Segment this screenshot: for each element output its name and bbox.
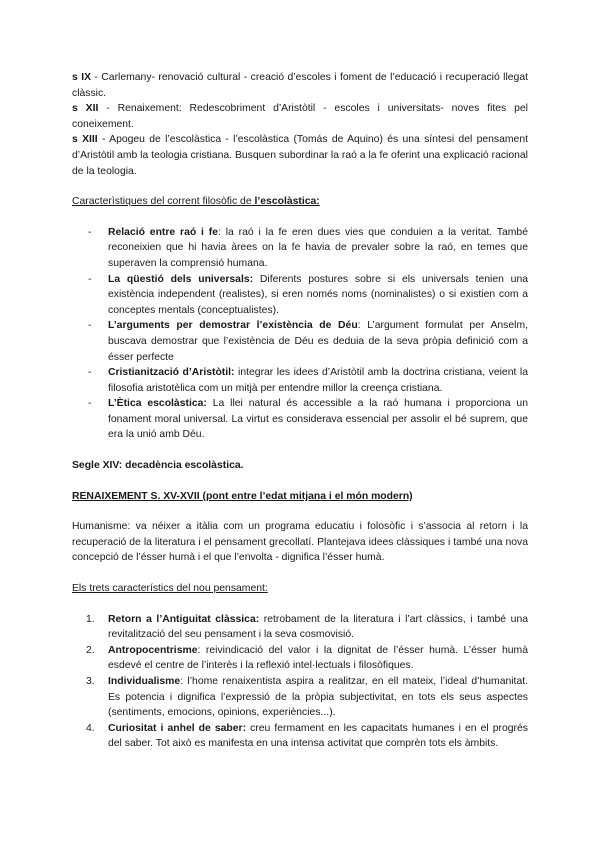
- list-item: [72, 225, 528, 272]
- segle-xiv-heading: [72, 458, 528, 474]
- item-term: Cristianització d’Aristòtil:: [108, 367, 235, 379]
- list-item: [72, 674, 528, 721]
- item-term: Individualisme: [108, 676, 181, 687]
- renaixement-heading-text: RENAIXEMENT S. XV-XVII (pont entre l’edat mitjana i el món modern): [72, 490, 413, 502]
- intro-label: s IX: [72, 72, 92, 83]
- list-item: [72, 272, 528, 319]
- list-item: [72, 365, 528, 396]
- list-item: [72, 721, 528, 752]
- item-term: Antropocentrisme: [108, 644, 198, 656]
- item-term: La qüestió dels universals:: [108, 273, 254, 285]
- intro-text: - Apogeu de l’escolàstica - l’escolàstica (Tomás de Aquino) és una síntesi del pensament d’Aristòtil amb la teologia cristiana. Busquen subordinar la raó a la fe oferint una explicació racional de la teologia.: [72, 134, 528, 177]
- list-marker: 3.: [86, 676, 95, 687]
- item-term: Retorn a l’Antiguitat clàssica:: [108, 613, 260, 625]
- list-marker: -: [88, 226, 92, 238]
- intro-s-xiii: [72, 132, 528, 179]
- intro-label: s XIII: [72, 134, 98, 146]
- item-term: L’Ètica escolàstica:: [108, 398, 207, 410]
- item-text: : L’argument formulat per Anselm, buscava demostrar que l’existència de Déu es deduia de la seva pròpia definició com a ésser perfecte: [108, 320, 529, 363]
- section-heading-escolastica: [72, 194, 528, 210]
- list-marker: 4.: [86, 722, 95, 734]
- heading-plain: Caracterìstiques del corrent filosòfic de: [72, 196, 255, 208]
- item-text: La llei natural és accessible a la raó humana i proporciona un fonament moral universal. La virtut es considerava essencial per assolir el bé suprem, que era la unió amb Déu.: [108, 398, 528, 441]
- item-text: creu fermament en les capacitats humanes i en el progrés del saber. Tot això es manifesta en una intensa activitat que comprèn tots els àmbits.: [108, 722, 528, 750]
- list-item: [72, 396, 528, 443]
- heading-bold: l’escolàstica:: [254, 196, 320, 208]
- intro-label: s XII: [72, 103, 99, 115]
- list-item: [72, 612, 528, 643]
- list-marker: 1.: [86, 613, 95, 625]
- segle-xiv-text: Segle XIV: decadència escolàstica.: [72, 460, 244, 472]
- item-text: : reivindicació del valor i la dignitat de l’ésser humà. L’ésser humà esdevé el centre de l’interès i la reflexió intel·lectuals i filosòfiques.: [108, 644, 528, 672]
- list-marker: 2.: [86, 644, 95, 656]
- list-marker: -: [88, 398, 92, 410]
- trets-list: [72, 612, 528, 752]
- humanisme-paragraph: Humanisme: va néixer a itàlia com un programa educatiu i folosòfic i s’associa al retorn i la recuperació de la literatura i el pensament grecollatí. Plantejava idees clàssiques i també una nova concepció de l’ésser humà i el que l’envolta - dignifica l’ésser humà.: [72, 521, 528, 564]
- list-marker: -: [88, 367, 92, 379]
- intro-s-xii: [72, 101, 528, 132]
- item-term: L’arguments per demostrar l’existència de Déu: [108, 320, 358, 332]
- intro-text: - Carlemany- renovació cultural - creació d’escoles i foment de l’educació i recuperació llegat clàssic.: [72, 72, 529, 99]
- list-marker: -: [88, 273, 92, 285]
- item-text: Diferents postures sobre si els universals tenien una existència independent (realistes), si eren només noms (nominalistes) o si existien com a conceptes mentals (conceptualistes).: [108, 273, 529, 316]
- item-text: integrar les idees d’Aristòtil amb la doctrina cristiana, veient la filosofia aristotèlica com un mitjà per entendre millor la creença cristiana.: [108, 367, 528, 394]
- list-marker: -: [88, 320, 92, 332]
- list-item: [72, 318, 528, 365]
- item-text: : la raó i la fe eren dues vies que conduien a la veritat. També reconeixien que hi havia àrees on la fe havia de prevaler sobre la raó, en temes que superaven la comprensió humana.: [108, 226, 528, 269]
- intro-s-ix: [72, 70, 528, 101]
- item-text: : l’home renaixentista aspira a realitzar, en ell mateix, l’ideal d’humanitat. Es potencia i dignifica l’expressió de la pròpia subjectivitat, en tots els seus aspectes (sentiments, emocions, opinions, experiències...).: [108, 676, 528, 719]
- intro-text: - Renaixement: Redescobriment d’Aristòtil - escoles i universitats- noves fites pel coneixement.: [72, 103, 528, 130]
- renaixement-heading: [72, 489, 528, 505]
- escolastica-list: [72, 225, 528, 443]
- item-term: Relació entre raó i fe: [108, 226, 218, 238]
- section-heading-trets: Els trets característics del nou pensament:: [72, 583, 268, 595]
- item-term: Curiositat i anhel de saber:: [108, 722, 247, 734]
- list-item: [72, 643, 528, 674]
- item-text: retrobament de la literatura i l’art clàssics, i també una revitalització del seu pensament i la seva cosmovisió.: [108, 613, 529, 641]
